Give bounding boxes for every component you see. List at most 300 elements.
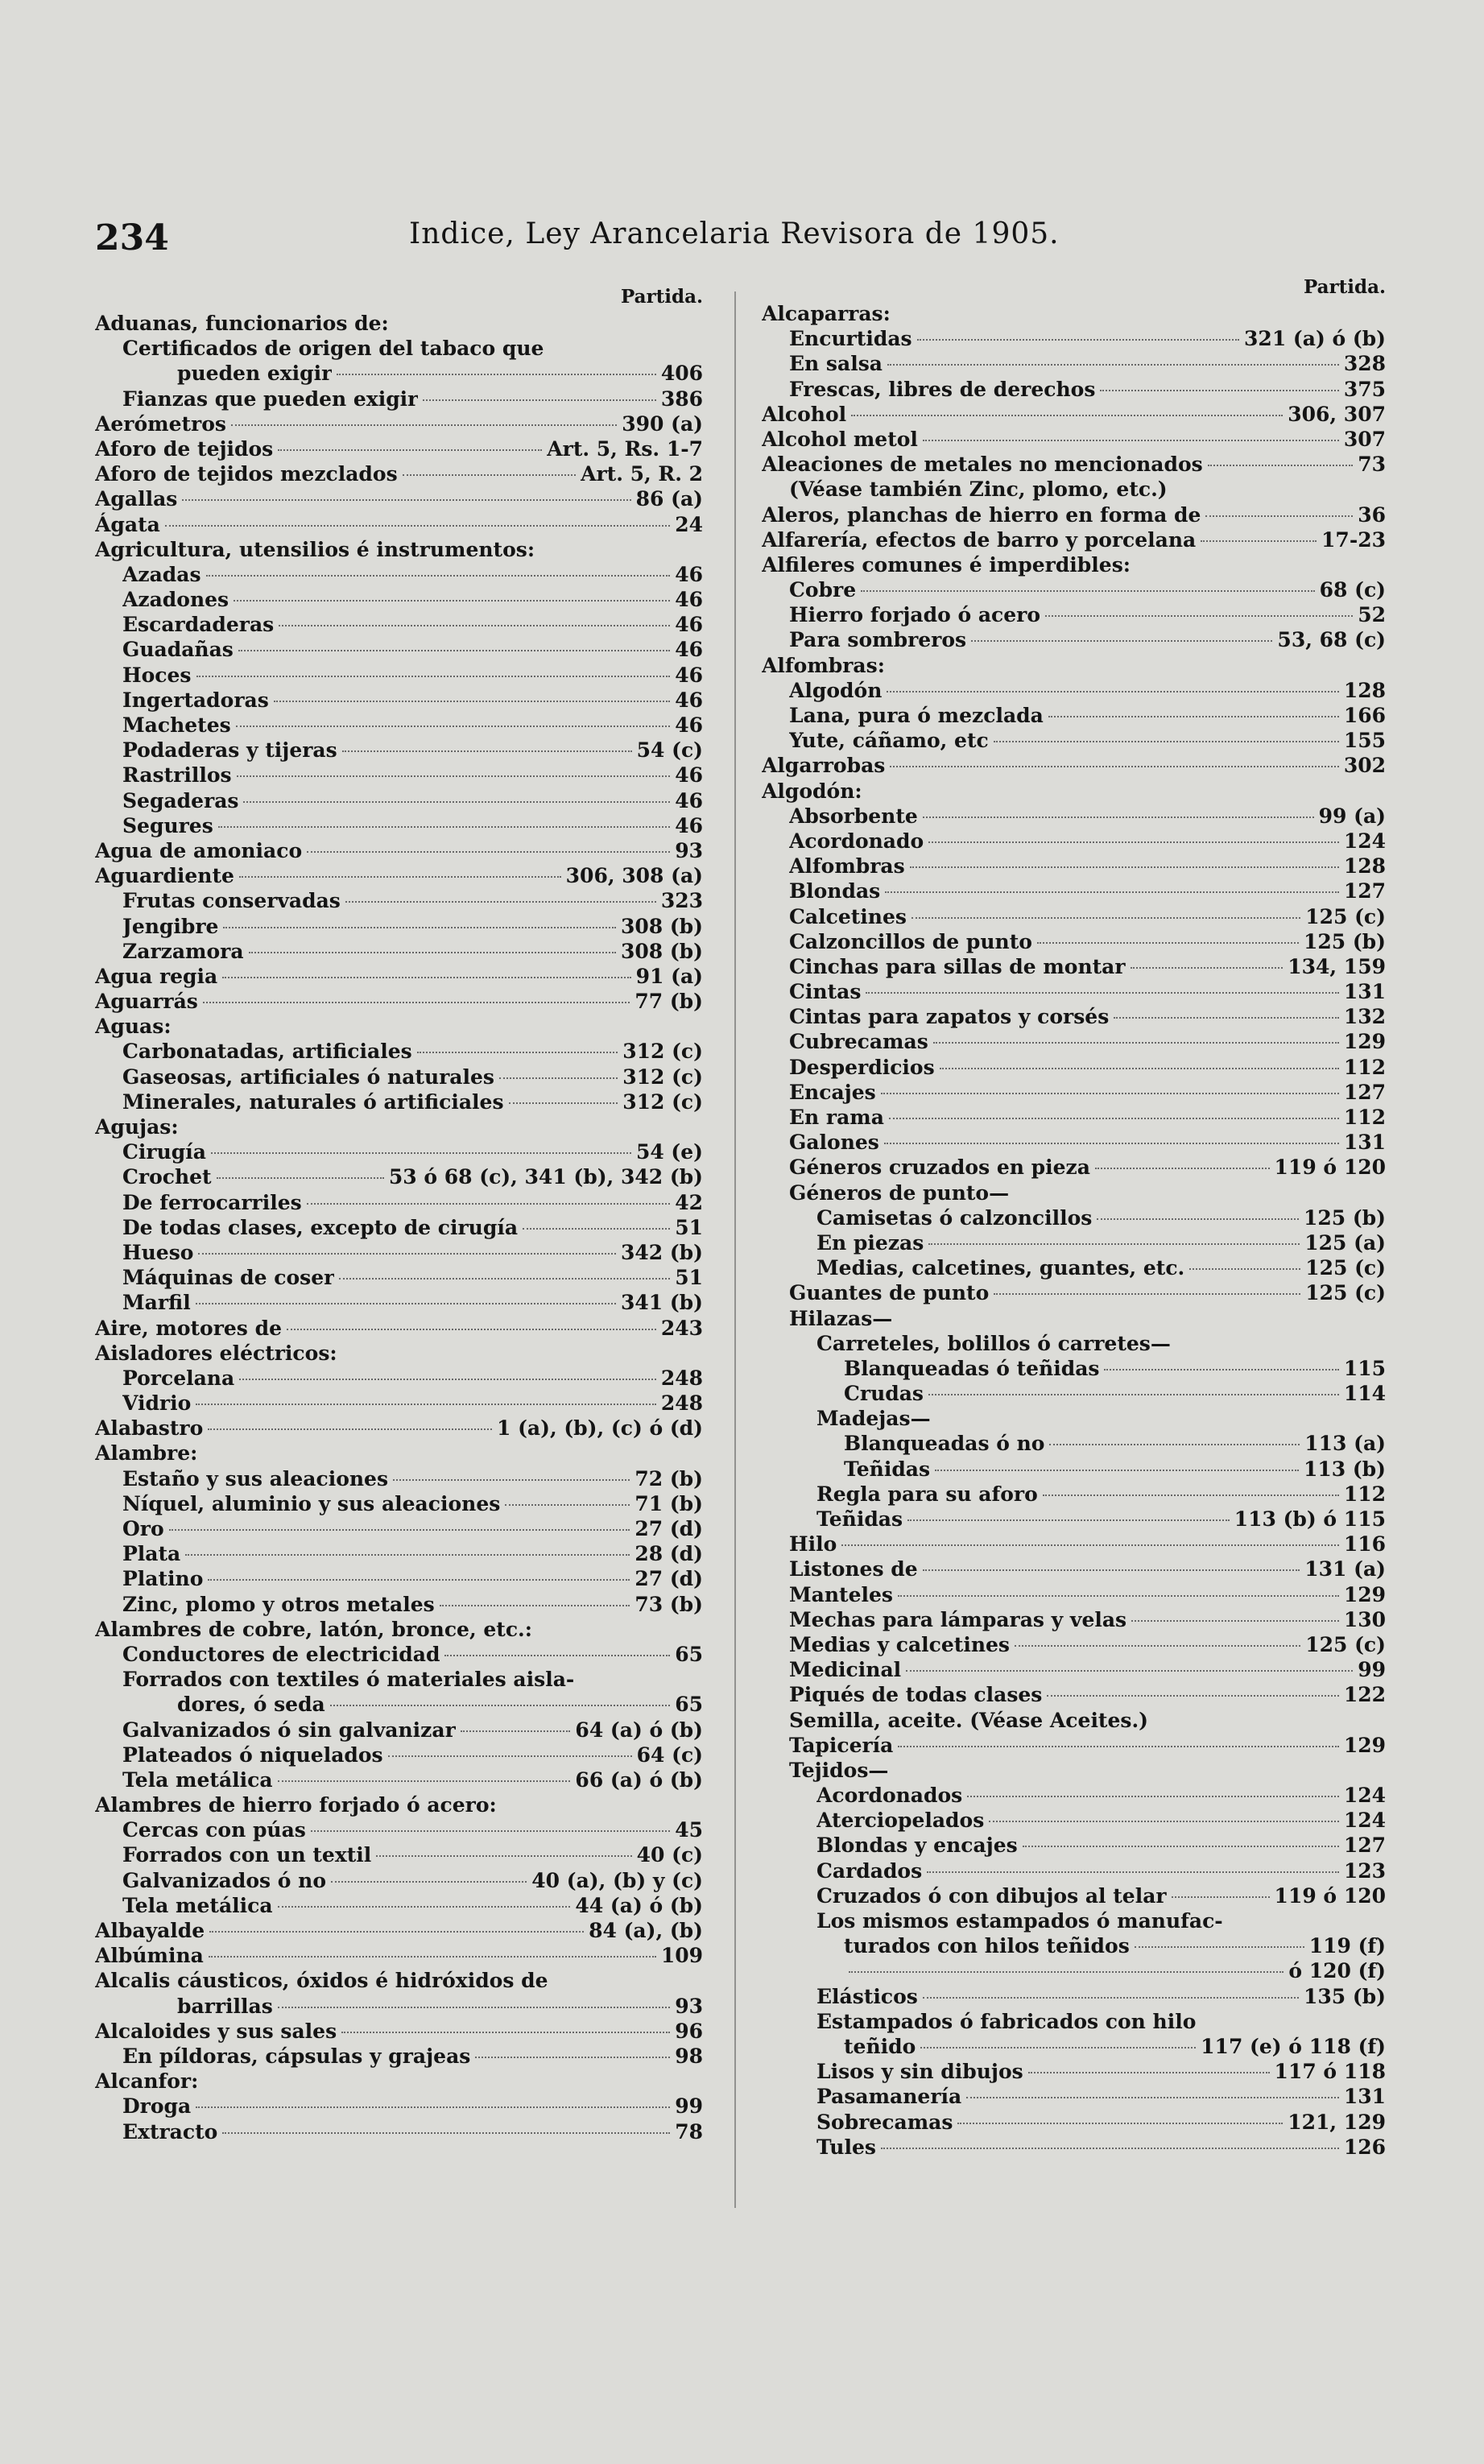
leader-dots (236, 726, 670, 727)
entry-term: Madejas— (816, 1407, 931, 1431)
leader-dots (475, 2057, 670, 2058)
index-entry (762, 1507, 1386, 1532)
entry-partida: 40 (c) (636, 1843, 703, 1867)
leader-dots (523, 1228, 670, 1230)
entry-term: Medicinal (789, 1658, 902, 1682)
index-entry (762, 1230, 1386, 1255)
entry-term: Hueso (122, 1240, 194, 1264)
entry-term: Calzoncillos de punto (789, 929, 1032, 953)
index-entry (95, 1265, 703, 1290)
index-entry (762, 904, 1386, 929)
leader-dots (208, 1579, 630, 1581)
index-entry (762, 502, 1386, 527)
leader-dots (928, 1394, 1339, 1395)
entry-partida: 306, 308 (a) (565, 864, 703, 888)
leader-dots (1205, 515, 1353, 517)
entry-term: Hoces (122, 663, 192, 687)
index-entry (762, 2034, 1386, 2059)
index-entry (95, 2069, 703, 2094)
entry-partida: 112 (1343, 1482, 1386, 1506)
entry-partida: 131 (1343, 1131, 1386, 1155)
index-entry (95, 1968, 703, 1993)
left-column (95, 283, 703, 2144)
leader-dots (1097, 1218, 1299, 1220)
entry-partida: 132 (1343, 1005, 1386, 1029)
leader-dots (861, 590, 1314, 592)
leader-dots (287, 1329, 656, 1330)
index-entry (762, 1783, 1386, 1808)
index-entry (95, 1566, 703, 1591)
leader-dots (341, 2032, 670, 2033)
entry-term: En rama (789, 1106, 884, 1129)
leader-dots (278, 2007, 670, 2008)
entry-partida: Art. 5, R. 2 (581, 462, 703, 486)
index-entry (762, 979, 1386, 1004)
entry-partida: 73 (1358, 453, 1386, 477)
entry-partida: 127 (1343, 1834, 1386, 1858)
index-entry (762, 1180, 1386, 1205)
index-entry (762, 1557, 1386, 1581)
entry-partida: 96 (675, 2019, 703, 2043)
entry-partida: 124 (1343, 829, 1386, 853)
entry-partida: 341 (b) (620, 1291, 703, 1315)
leader-dots (393, 1479, 630, 1481)
entry-term: Calcetines (789, 904, 907, 928)
entry-term: Alfileres comunes é imperdibles: (762, 552, 1131, 577)
entry-term: Géneros cruzados en pieza (789, 1156, 1090, 1180)
entry-partida: 99 (1358, 1658, 1386, 1682)
leader-dots (278, 1906, 571, 1908)
entry-term: Certificados de origen del tabaco que (122, 337, 544, 361)
leader-dots (196, 1404, 656, 1405)
leader-dots (278, 1780, 571, 1782)
index-entry (762, 1958, 1386, 1983)
entry-term: Manteles (789, 1582, 893, 1606)
index-entry (762, 1908, 1386, 1933)
index-entry (762, 527, 1386, 552)
leader-dots (185, 1554, 630, 1556)
entry-term: Tela metálica (122, 1893, 273, 1917)
entry-term: Droga (122, 2094, 192, 2119)
entry-term: Porcelana (122, 1366, 235, 1390)
entry-partida: 166 (1343, 704, 1386, 727)
index-entry (95, 1316, 703, 1341)
entry-term: Sobrecamas (816, 2110, 953, 2134)
entry-partida: Art. 5, Rs. 1-7 (547, 436, 703, 461)
leader-dots (1028, 2072, 1270, 2073)
leader-dots (509, 1102, 618, 1104)
entry-term: Alfombras (789, 854, 905, 879)
entry-term: Cubrecamas (789, 1030, 928, 1054)
leader-dots (966, 2097, 1339, 2098)
leader-dots (169, 1529, 630, 1531)
entry-partida: 342 (b) (620, 1240, 703, 1264)
index-entry (95, 562, 703, 587)
leader-dots (198, 1253, 616, 1255)
entry-term: Blanqueadas ó no (844, 1432, 1045, 1456)
entry-partida: 307 (1343, 427, 1386, 451)
leader-dots (849, 1971, 1284, 1973)
entry-term: De todas clases, excepto de cirugía (122, 1215, 519, 1239)
entry-term: Teñidas (816, 1507, 903, 1531)
entry-term: Tela metálica (122, 1767, 273, 1792)
index-entry (762, 1255, 1386, 1280)
entry-partida: 123 (1343, 1858, 1386, 1883)
entry-partida: 53 ó 68 (c), 341 (b), 342 (b) (388, 1165, 703, 1189)
entry-term: Mechas para lámparas y velas (789, 1607, 1127, 1631)
leader-dots (1043, 1495, 1339, 1496)
entry-partida: 125 (c) (1305, 1281, 1386, 1305)
entry-term: Segures (122, 813, 213, 837)
entry-term: Medias, calcetines, guantes, etc. (816, 1256, 1185, 1280)
entry-term: Alambre: (95, 1441, 198, 1466)
entry-term: Agua de amoniaco (95, 838, 303, 862)
leader-dots (423, 399, 655, 401)
entry-partida: 71 (b) (635, 1491, 703, 1515)
entry-partida: 115 (1343, 1356, 1386, 1380)
index-entry (95, 1667, 703, 1692)
index-entry (95, 1139, 703, 1164)
entry-partida: ó 120 (f) (1288, 1959, 1386, 1983)
index-entry (762, 1758, 1386, 1783)
entry-partida: 131 (1343, 2085, 1386, 2109)
index-entry (95, 838, 703, 863)
index-entry (95, 361, 703, 386)
entry-partida: 27 (d) (635, 1567, 703, 1591)
entry-partida: 112 (1343, 1106, 1386, 1129)
entry-term: En salsa (789, 352, 883, 376)
entry-partida: 51 (675, 1266, 703, 1290)
leader-dots (222, 2132, 670, 2134)
entry-partida: 1 (a), (b), (c) ó (d) (496, 1416, 703, 1441)
index-entry (95, 1341, 703, 1366)
entry-term: Vidrio (122, 1391, 192, 1416)
index-entry (762, 2059, 1386, 2084)
entry-partida: 45 (675, 1818, 703, 1842)
entry-term: Aguas: (95, 1015, 172, 1039)
leader-dots (940, 1068, 1339, 1069)
leader-dots (440, 1605, 630, 1606)
index-entry (762, 1482, 1386, 1507)
entry-partida: 46 (675, 613, 703, 637)
entry-term: Cintas (789, 980, 862, 1004)
entry-term: De ferrocarriles (122, 1190, 302, 1214)
entry-partida: 125 (c) (1305, 1256, 1386, 1280)
index-entry (95, 939, 703, 964)
leader-dots (417, 1052, 618, 1053)
leader-dots (1104, 1369, 1338, 1370)
entry-partida: 46 (675, 763, 703, 788)
entry-term: Elásticos (816, 1984, 918, 2008)
leader-dots (234, 600, 670, 602)
index-entry (762, 326, 1386, 351)
entry-term: Alcalis cáusticos, óxidos é hidróxidos de (95, 1969, 548, 1993)
leader-dots (403, 474, 576, 476)
right-entry-list (762, 301, 1386, 2160)
index-entry (762, 879, 1386, 903)
entry-term: En piezas (816, 1230, 924, 1255)
entry-term: Ingertadoras (122, 688, 269, 712)
index-entry (95, 1416, 703, 1441)
entry-term: Aleaciones de metales no mencionados (762, 453, 1203, 477)
entry-partida: 46 (675, 788, 703, 812)
index-entry (95, 738, 703, 763)
entry-partida: 36 (1358, 502, 1386, 527)
entry-term: Machetes (122, 713, 231, 737)
index-entry (762, 1808, 1386, 1833)
leader-dots (923, 1569, 1300, 1571)
entry-term: Encajes (789, 1080, 876, 1104)
leader-dots (1201, 540, 1317, 542)
entry-term: Forrados con textiles ó materiales aisla- (122, 1668, 575, 1692)
leader-dots (923, 817, 1314, 818)
entry-partida: 84 (a), (b) (589, 1919, 703, 1942)
leader-dots (1023, 1846, 1339, 1847)
entry-partida: 86 (a) (635, 487, 703, 511)
index-entry (762, 1130, 1386, 1155)
entry-partida: 46 (675, 688, 703, 712)
entry-term: Acordonado (789, 829, 924, 853)
leader-dots (345, 901, 656, 903)
entry-term: Galones (789, 1131, 879, 1155)
entry-term: Aguarrás (95, 990, 198, 1014)
leader-dots (917, 339, 1239, 341)
entry-term: Aleros, planchas de hierro en forma de (762, 502, 1201, 527)
entry-partida: 24 (675, 512, 703, 536)
entry-term: Gaseosas, artificiales ó naturales (122, 1065, 494, 1089)
entry-partida: 46 (675, 638, 703, 662)
entry-term: Fianzas que pueden exigir (122, 387, 419, 411)
index-entry (762, 627, 1386, 652)
leader-dots (885, 891, 1339, 893)
leader-dots (866, 992, 1338, 994)
index-entry (762, 678, 1386, 703)
entry-partida: 306, 307 (1288, 402, 1386, 426)
entry-partida: 127 (1343, 879, 1386, 903)
entry-term: Frutas conservadas (122, 889, 341, 913)
page-number: 234 (95, 217, 169, 258)
entry-partida: 128 (1343, 854, 1386, 879)
leader-dots (444, 1655, 670, 1656)
entry-term: Minerales, naturales ó artificiales (122, 1089, 504, 1114)
entry-term: Cercas con púas (122, 1818, 306, 1842)
entry-term: Pasamanería (816, 2085, 962, 2109)
entry-partida: 64 (a) ó (b) (575, 1718, 703, 1742)
index-entry (95, 713, 703, 738)
leader-dots (238, 650, 670, 651)
entry-term: Hilo (789, 1532, 837, 1557)
entry-partida: 125 (b) (1303, 1205, 1386, 1230)
leader-dots (311, 1830, 670, 1832)
entry-partida: 312 (c) (622, 1089, 703, 1114)
entry-partida: 42 (675, 1190, 703, 1214)
page-header (95, 217, 1416, 266)
index-entry (95, 311, 703, 336)
leader-dots (237, 775, 671, 777)
leader-dots (1100, 390, 1338, 391)
entry-term: Podaderas y tijeras (122, 738, 337, 763)
entry-term: Alabastro (95, 1416, 204, 1441)
leader-dots (223, 927, 616, 928)
entry-term: Alfarería, efectos de barro y porcelana (762, 527, 1197, 552)
entry-term: teñido (844, 2034, 916, 2058)
entry-partida: 125 (c) (1305, 1632, 1386, 1656)
leader-dots (337, 374, 656, 375)
index-entry (762, 1080, 1386, 1105)
entry-term: Aduanas, funcionarios de: (95, 312, 389, 335)
entry-term: Tapicería (789, 1733, 894, 1757)
leader-dots (499, 1077, 618, 1079)
entry-term: Hilazas— (789, 1306, 893, 1330)
leader-dots (887, 691, 1338, 692)
index-entry (95, 914, 703, 939)
entry-partida: 93 (675, 1994, 703, 2018)
entry-partida: 119 ó 120 (1274, 1156, 1386, 1180)
leader-dots (278, 449, 542, 451)
leader-dots (331, 1881, 527, 1883)
index-entry (762, 1205, 1386, 1230)
index-entry (95, 1792, 703, 1817)
entry-partida: 129 (1343, 1733, 1386, 1757)
entry-term: Jengibre (122, 914, 219, 938)
index-entry (762, 653, 1386, 678)
index-entry (762, 1858, 1386, 1883)
entry-term: turados con hilos teñidos (844, 1934, 1130, 1958)
index-entry (95, 1994, 703, 2019)
entry-term: Crudas (844, 1382, 924, 1406)
entry-term: Alcohol metol (762, 427, 918, 451)
entry-term: Los mismos estampados ó manufac- (816, 1909, 1223, 1933)
entry-term: Aisladores eléctricos: (95, 1341, 337, 1365)
entry-term: En píldoras, cápsulas y grajeas (122, 2044, 471, 2068)
entry-term: Tules (816, 2135, 876, 2159)
index-entry (95, 1893, 703, 1918)
entry-term: Ágata (95, 512, 160, 536)
entry-term: Medias y calcetines (789, 1632, 1011, 1656)
leader-dots (1049, 1444, 1300, 1445)
entry-term: Géneros de punto— (789, 1180, 1010, 1205)
leader-dots (279, 625, 670, 626)
index-entry (95, 2094, 703, 2119)
index-entry (95, 788, 703, 813)
leader-dots (196, 676, 671, 677)
index-entry (762, 1406, 1386, 1431)
entry-term: Cinchas para sillas de montar (789, 954, 1126, 978)
entry-term: Aforo de tejidos (95, 436, 274, 461)
leader-dots (1045, 615, 1353, 617)
leader-dots (461, 1730, 571, 1732)
entry-term: Agricultura, utensilios é instrumentos: (95, 537, 535, 561)
entry-partida: 124 (1343, 1809, 1386, 1833)
index-entry (762, 2084, 1386, 2109)
leader-dots (967, 1796, 1339, 1797)
index-entry (95, 813, 703, 838)
entry-term: Desperdicios (789, 1055, 935, 1079)
entry-term: Cobre (789, 578, 857, 602)
entry-term: Albúmina (95, 1944, 204, 1968)
index-entry (95, 512, 703, 537)
leader-dots (1131, 1620, 1339, 1622)
leader-dots (910, 866, 1339, 868)
entry-partida: 386 (660, 387, 703, 411)
index-entry (95, 1642, 703, 1667)
leader-dots (884, 1143, 1339, 1144)
leader-dots (928, 1243, 1300, 1245)
index-entry (95, 1943, 703, 1968)
leader-dots (927, 1871, 1339, 1873)
entry-partida: 243 (660, 1316, 703, 1340)
entry-partida: 121, 129 (1288, 2110, 1386, 2134)
entry-partida: 65 (675, 1642, 703, 1666)
entry-partida: 27 (d) (635, 1517, 703, 1540)
entry-partida: 125 (b) (1303, 929, 1386, 953)
page-title: Indice, Ley Arancelaria Revisora de 1905. (409, 217, 1060, 250)
entry-term: Alcanfor: (95, 2069, 199, 2094)
entry-term: Zinc, plomo y otros metales (122, 1592, 435, 1616)
index-entry (95, 688, 703, 713)
leader-dots (1189, 1268, 1300, 1270)
index-entry (762, 1055, 1386, 1080)
entry-partida: 131 (a) (1304, 1557, 1386, 1581)
entry-term: Carreteles, bolillos ó carretes— (816, 1331, 1171, 1355)
entry-partida: 17-23 (1321, 527, 1386, 552)
leader-dots (388, 1755, 632, 1757)
leader-dots (1131, 967, 1284, 969)
index-entry (762, 1457, 1386, 1482)
entry-term: Agua regia (95, 964, 218, 988)
leader-dots (887, 364, 1339, 366)
entry-term: Aforo de tejidos mezclados (95, 462, 398, 486)
index-entry (95, 1190, 703, 1215)
index-entry (762, 1632, 1386, 1657)
entry-partida: 130 (1343, 1607, 1386, 1631)
leader-dots (957, 2123, 1283, 2124)
index-entry (95, 1516, 703, 1541)
index-entry (95, 1366, 703, 1391)
index-entry (762, 1833, 1386, 1858)
index-entry (95, 964, 703, 989)
entry-partida: 117 ó 118 (1274, 2060, 1386, 2084)
leader-dots (971, 640, 1272, 642)
index-entry (95, 1215, 703, 1240)
leader-dots (208, 1428, 492, 1430)
index-entry (95, 1039, 703, 1064)
entry-term: Tejidos— (789, 1758, 889, 1782)
index-entry (95, 663, 703, 688)
entry-partida: 375 (1343, 377, 1386, 401)
index-entry (95, 989, 703, 1014)
entry-term: Plata (122, 1542, 181, 1566)
entry-term: Guadañas (122, 638, 234, 662)
entry-partida: 68 (c) (1319, 578, 1386, 602)
entry-term: (Véase también Zinc, plomo, etc.) (789, 478, 1168, 502)
entry-partida: 113 (b) ó 115 (1234, 1507, 1386, 1531)
index-entry (762, 804, 1386, 829)
entry-term: Regla para su aforo (816, 1482, 1038, 1506)
leader-dots (994, 741, 1339, 742)
entry-partida: 129 (1343, 1582, 1386, 1606)
index-entry (95, 1391, 703, 1416)
entry-term: Agallas (95, 487, 178, 511)
index-entry (95, 1290, 703, 1315)
index-entry (762, 2110, 1386, 2135)
entry-term: Frescas, libres de derechos (789, 377, 1096, 401)
index-entry (762, 854, 1386, 879)
leader-dots (1208, 465, 1353, 466)
leader-dots (923, 440, 1339, 441)
index-entry (95, 1089, 703, 1114)
index-entry (95, 1014, 703, 1039)
